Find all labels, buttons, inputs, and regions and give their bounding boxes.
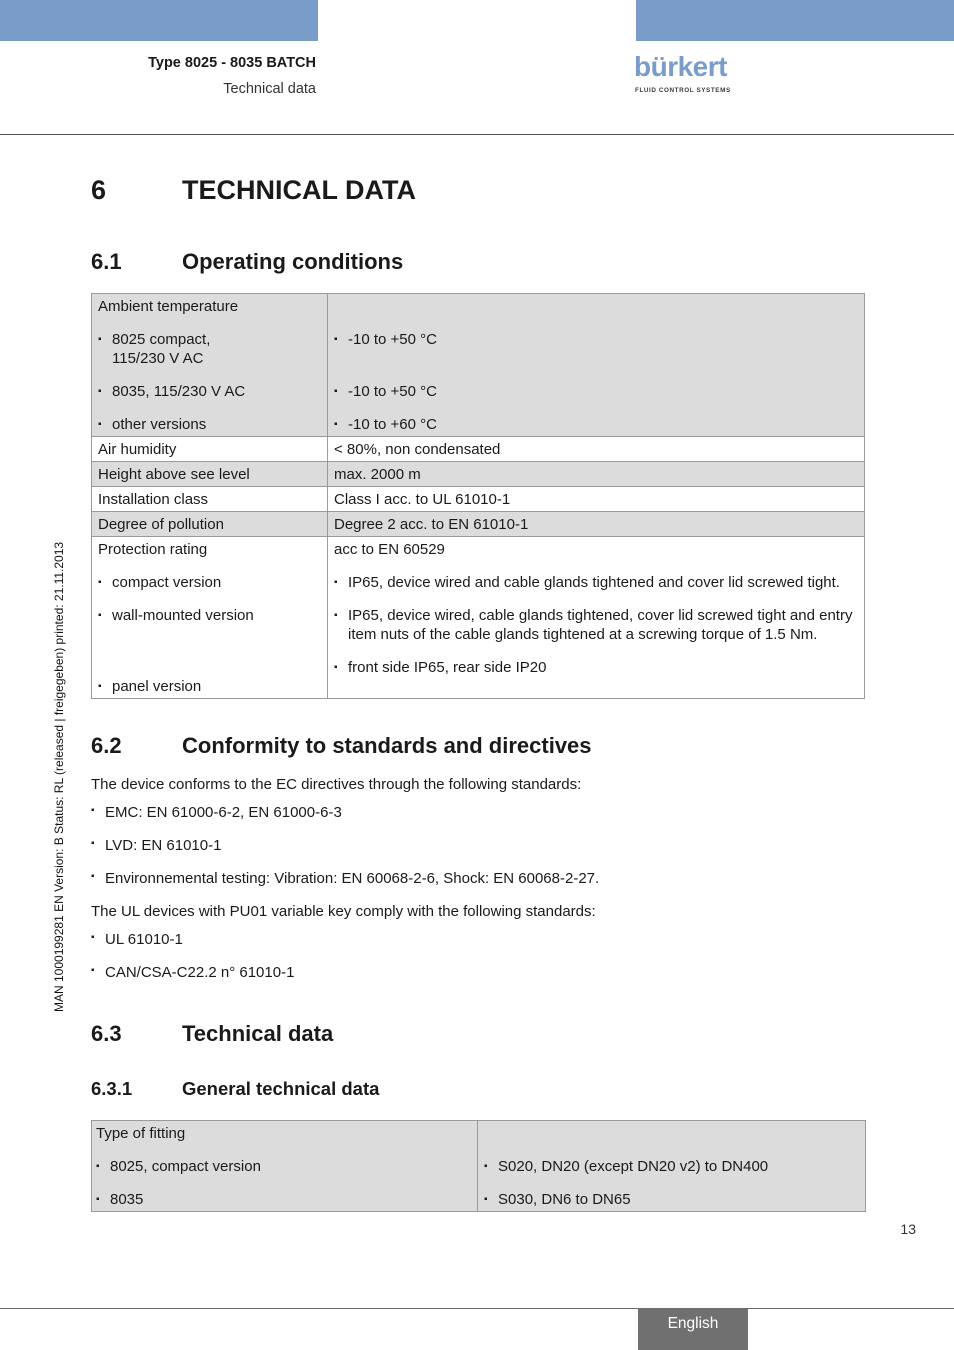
- table-row: [92, 294, 865, 437]
- table-row: Installation class Class I acc. to UL 61010-1: [92, 487, 865, 512]
- paragraph: The device conforms to the EC directives through the following standards:: [91, 776, 582, 793]
- list-item: ▪ IP65, device wired, cable glands tightened, cover lid screwed tight and entry item nuts of the cable glands tightened at a screwing torque of 1.5 Nm.: [334, 606, 858, 644]
- list-item: ▪ 8035, 115/230 V AC: [98, 382, 321, 401]
- chapter-title: TECHNICAL DATA: [182, 175, 416, 205]
- list-item: ▪ 8035: [96, 1190, 471, 1209]
- list-item: ▪ 8025 compact, 115/230 V AC: [98, 330, 321, 368]
- list-item: ▪ S020, DN20 (except DN20 v2) to DN400: [484, 1157, 859, 1176]
- list-item: ▪ other versions: [98, 415, 321, 434]
- list-item: ▪ wall-mounted version: [98, 606, 321, 625]
- table-row: Protection rating ▪ compact version ▪ wall-mounted version ▪ panel version acc to EN 60529 ▪ IP65, device wired and cable glands tightened and cover lid screwed tight. ▪ IP65, device wired, cable glands tightened, cover lid screwed tight and entry item nuts of the cable glands tightened at a screwing torque of 1.5 Nm. ▪ front side IP65, rear side IP20: [92, 537, 865, 699]
- subsection-number: 6.3.1: [91, 1078, 133, 1099]
- page-number: 13: [900, 1221, 916, 1237]
- general-technical-data-table: [91, 1120, 866, 1212]
- list-item: ▪ Environnemental testing: Vibration: EN 60068-2-6, Shock: EN 60068-2-27.: [91, 870, 599, 887]
- burkert-logo: [634, 51, 734, 97]
- logo-tagline: FLUID CONTROL SYSTEMS: [635, 87, 731, 94]
- section-title: Technical data: [182, 1021, 334, 1046]
- list-item: ▪ UL 61010-1: [91, 931, 183, 948]
- paragraph: The UL devices with PU01 variable key comply with the following standards:: [91, 903, 596, 920]
- footer-rule: [0, 1308, 954, 1309]
- header-rule: [0, 134, 954, 135]
- logo-wordmark: bürkert: [634, 51, 727, 82]
- section-number: 6.2: [91, 733, 122, 758]
- list-item: ▪ -10 to +50 °C: [334, 330, 858, 349]
- doc-section: Technical data: [223, 81, 316, 97]
- table-row: Air humidity < 80%, non condensated: [92, 437, 865, 462]
- header-band-right: [636, 0, 954, 41]
- list-item: ▪ S030, DN6 to DN65: [484, 1190, 859, 1209]
- chapter-number: 6: [91, 175, 107, 205]
- list-item: ▪ LVD: EN 61010-1: [91, 837, 221, 854]
- list-item: ▪ compact version: [98, 573, 321, 592]
- list-item: ▪ EMC: EN 61000-6-2, EN 61000-6-3: [91, 804, 342, 821]
- header-band-left: [0, 0, 318, 41]
- protection-rating-label: Protection rating: [98, 541, 208, 558]
- list-item: ▪ panel version: [98, 677, 321, 696]
- list-item: ▪ IP65, device wired and cable glands tightened and cover lid screwed tight.: [334, 573, 858, 592]
- ambient-temperature-label: Ambient temperature: [98, 298, 239, 315]
- section-title: Operating conditions: [182, 249, 404, 274]
- table-row: [92, 1121, 866, 1212]
- subsection-title: General technical data: [182, 1078, 380, 1099]
- list-item: ▪ CAN/CSA-C22.2 n° 61010-1: [91, 964, 294, 981]
- section-number: 6.1: [91, 249, 122, 274]
- table-row: Height above see level max. 2000 m: [92, 462, 865, 487]
- list-item: ▪ -10 to +60 °C: [334, 415, 858, 434]
- document-id-sidebar: MAN 1000199281 EN Version: B Status: RL (released | freigegeben) printed: 21.11.2013: [52, 541, 66, 1012]
- list-item: ▪ -10 to +50 °C: [334, 382, 858, 401]
- section-number: 6.3: [91, 1021, 122, 1046]
- type-of-fitting-label: Type of fitting: [96, 1125, 186, 1142]
- doc-type: Type 8025 - 8035 BATCH: [148, 55, 316, 71]
- language-tab: English: [638, 1308, 748, 1350]
- table-row: Degree of pollution Degree 2 acc. to EN 61010-1: [92, 512, 865, 537]
- section-title: Conformity to standards and directives: [182, 733, 592, 758]
- list-item: ▪ front side IP65, rear side IP20: [334, 658, 858, 677]
- operating-conditions-table: [91, 293, 865, 699]
- list-item: ▪ 8025, compact version: [96, 1157, 471, 1176]
